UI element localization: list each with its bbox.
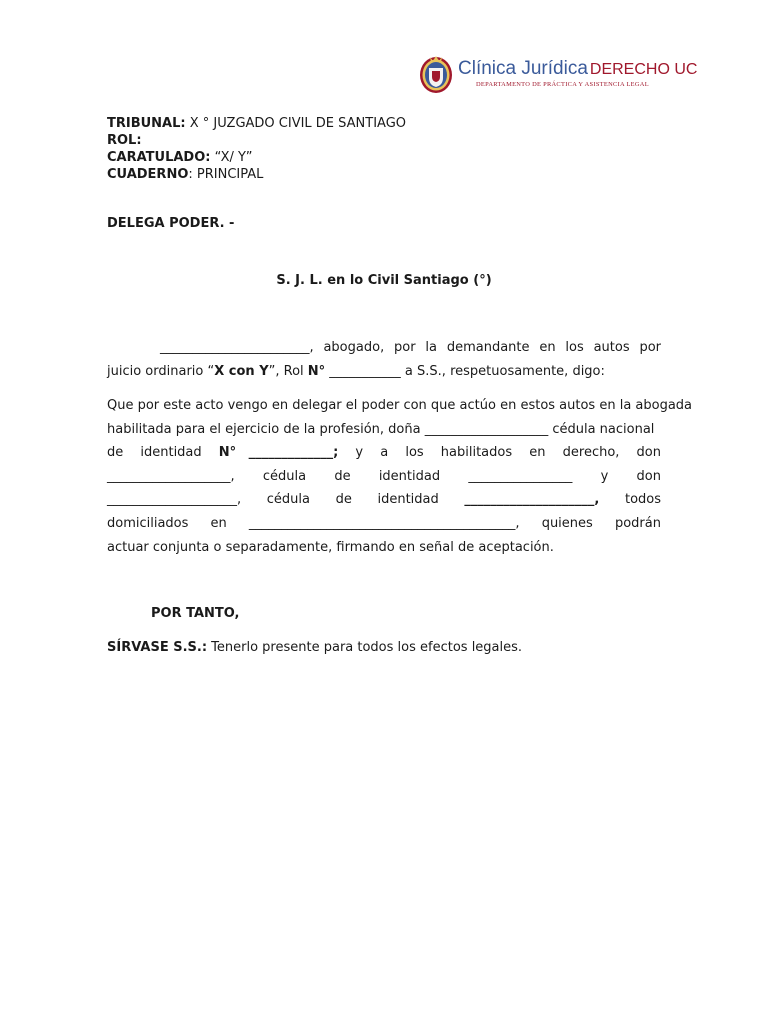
word: domiciliados	[107, 515, 189, 531]
intro-line-1	[107, 336, 661, 360]
word: cédula	[266, 492, 310, 508]
id-blank: ____________________,	[464, 492, 600, 508]
address-blank: _________________________________________,	[248, 515, 520, 531]
word: y	[600, 468, 609, 484]
word: en	[529, 445, 546, 461]
number-label: N°	[307, 363, 326, 379]
word: en	[210, 515, 227, 531]
body-line-1: Que por este acto vengo en delegar el poder con que actúo en estos autos en la abogada	[107, 398, 693, 413]
lawyer-name-blank: _______________________,	[160, 340, 314, 355]
word: derecho,	[562, 445, 620, 461]
logo-faculty-name: DERECHO UC	[589, 61, 698, 78]
word: los	[405, 445, 424, 461]
word: por	[639, 340, 661, 355]
caratulado-value: “X/ Y”	[210, 150, 253, 165]
logo-clinic-name: Clínica Jurídica	[458, 58, 588, 79]
intro-text: ___________ a S.S., respetuosamente, digo:	[325, 363, 605, 379]
case-name: X con Y	[214, 363, 269, 379]
caratulado-label: CARATULADO:	[107, 150, 211, 165]
por-tanto: POR TANTO,	[151, 606, 240, 621]
clinic-logo	[418, 50, 697, 96]
cuaderno-value: : PRINCIPAL	[188, 167, 264, 182]
word: identidad	[140, 445, 202, 461]
number-with-blank	[219, 441, 339, 465]
name-blank: ____________________,	[107, 492, 242, 508]
word: podrán	[614, 515, 661, 531]
tribunal-line	[107, 115, 406, 132]
word: cédula	[262, 468, 307, 484]
intro-text: ”, Rol	[268, 363, 308, 379]
word: identidad	[378, 468, 441, 484]
tribunal-label: TRIBUNAL:	[107, 116, 186, 131]
id-blank: ________________	[468, 468, 573, 484]
cuaderno-label: CUADERNO	[107, 167, 189, 182]
word: y	[355, 445, 364, 461]
word: don	[636, 445, 661, 461]
body-line-6	[107, 512, 661, 536]
rol-line	[107, 132, 406, 149]
sirvase-line	[107, 639, 522, 656]
tribunal-value: X ° JUZGADO CIVIL DE SANTIAGO	[185, 116, 407, 131]
sirvase-text: Tenerlo presente para todos los efectos legales.	[207, 640, 523, 655]
word: identidad	[377, 492, 439, 508]
word: quienes	[541, 515, 593, 531]
word: en	[539, 340, 556, 355]
word: don	[636, 468, 661, 484]
body-line-4	[107, 465, 661, 489]
logo-subtitle: DEPARTAMENTO DE PRÁCTICA Y ASISTENCIA LEGAL	[476, 81, 649, 88]
rol-label: ROL:	[107, 133, 142, 148]
word: todos	[624, 492, 661, 508]
intro-paragraph	[107, 336, 661, 383]
word: demandante	[446, 340, 530, 355]
addressee-heading: S. J. L. en lo Civil Santiago (°)	[276, 273, 492, 288]
word: de	[107, 445, 124, 461]
cuaderno-line	[107, 166, 406, 183]
number-label: N°	[218, 445, 237, 461]
id-blank: _____________;	[248, 445, 339, 461]
document-subject: DELEGA PODER. -	[107, 216, 235, 231]
word: la	[425, 340, 437, 355]
body-line-7: actuar conjunta o separadamente, firmando en señal de aceptación.	[107, 539, 554, 555]
intro-line-2	[107, 360, 661, 384]
body-paragraph	[107, 394, 693, 559]
word: abogado,	[323, 340, 385, 355]
case-header	[107, 115, 406, 183]
sirvase-label: SÍRVASE S.S.:	[107, 640, 208, 655]
body-line-3	[107, 441, 661, 465]
word: de	[334, 468, 351, 484]
name-blank: ___________________,	[107, 468, 235, 484]
university-seal-icon	[418, 51, 454, 95]
word: de	[335, 492, 352, 508]
body-line-2: habilitada para el ejercicio de la profesión, doña ___________________ cédula nacional	[107, 421, 655, 437]
word: a	[380, 445, 389, 461]
caratulado-line	[107, 149, 406, 166]
word: autos	[593, 340, 630, 355]
body-line-5	[107, 488, 661, 512]
word: por	[394, 340, 416, 355]
word: los	[565, 340, 584, 355]
word: habilitados	[440, 445, 513, 461]
intro-text: juicio ordinario “	[107, 363, 215, 379]
